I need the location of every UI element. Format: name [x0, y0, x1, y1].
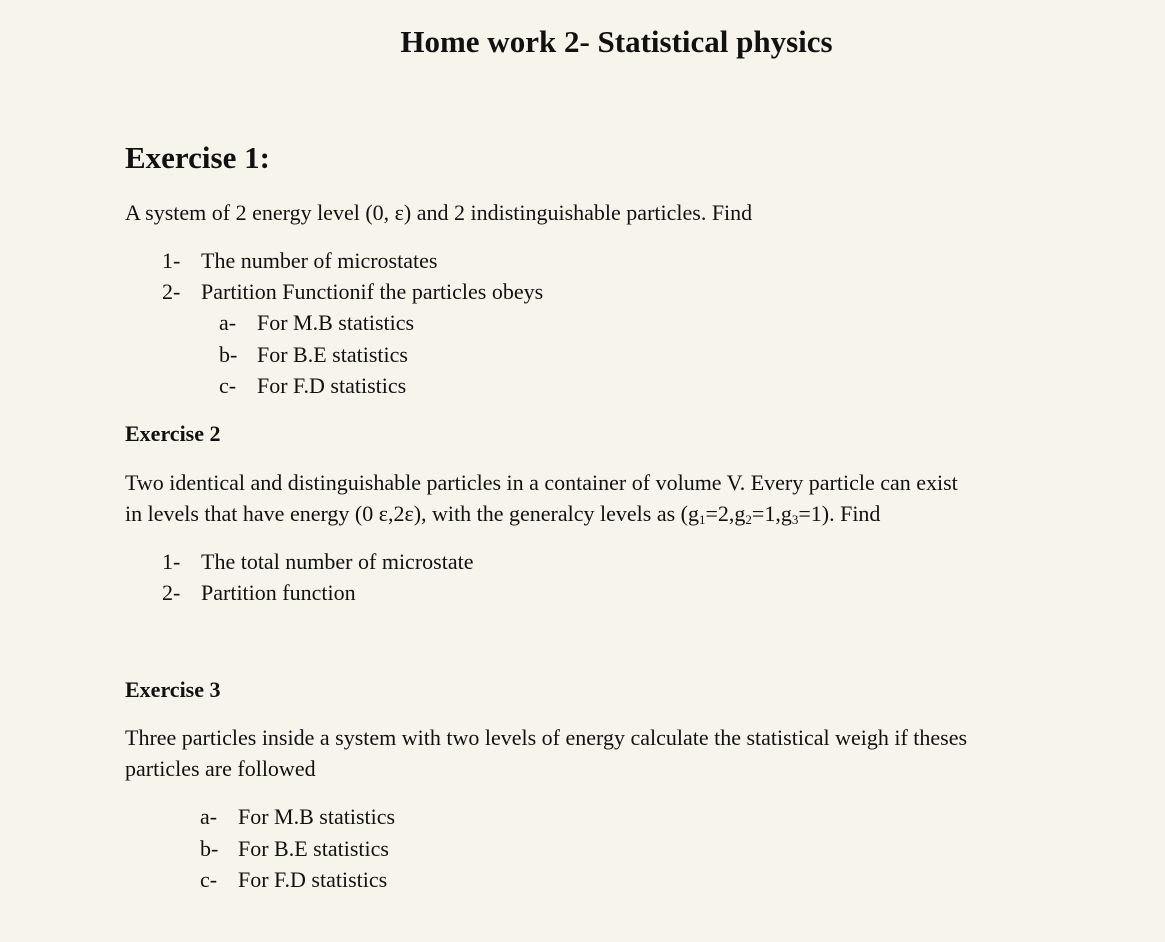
degeneracy-g1-value: =2,g: [705, 501, 746, 526]
list-number: 1-: [162, 248, 181, 273]
exercise-2-line-2: [125, 498, 1125, 535]
page-title: Home work 2- Statistical physics: [400, 24, 833, 59]
exercise-1-subitem-b: [219, 339, 408, 370]
exercise-3-subitem-a: [200, 801, 396, 832]
list-letter: c-: [219, 373, 237, 398]
exercise-3-heading: Exercise 3: [125, 677, 221, 702]
list-item-text: Partition function: [201, 580, 356, 605]
exercise-2-item-2: [162, 577, 356, 608]
exercise-3-subitem-b: [200, 833, 389, 864]
list-item-text: For F.D statistics: [257, 373, 407, 398]
list-item-text: The total number of microstate: [201, 549, 474, 574]
exercise-3-line-1: Three particles inside a system with two levels of energy calculate the statistical weigh if theses: [125, 725, 968, 750]
subscript-g1: 1: [699, 512, 706, 527]
exercise-1-subitem-a: [219, 307, 415, 338]
exercise-1-text: A system of 2 energy level (0, ε) and 2 indistinguishable particles. Find: [125, 200, 753, 225]
list-letter: b-: [219, 342, 238, 367]
exercise-1-heading: Exercise 1:: [125, 140, 270, 175]
degeneracy-g3-value: =1). Find: [798, 501, 881, 526]
list-letter: a-: [200, 804, 218, 829]
subscript-g3: 3: [791, 512, 799, 527]
list-letter: b-: [200, 836, 219, 861]
list-item-text: For M.B statistics: [238, 804, 396, 829]
list-number: 1-: [162, 549, 181, 574]
list-number: 2-: [162, 580, 181, 605]
list-letter: a-: [219, 310, 237, 335]
list-item-text: For B.E statistics: [238, 836, 389, 861]
exercise-1-item-1: [162, 245, 438, 276]
list-number: 2-: [162, 279, 181, 304]
list-item-text: For B.E statistics: [257, 342, 408, 367]
exercise-3-subitem-c: [200, 864, 388, 895]
list-item-text: For M.B statistics: [257, 310, 415, 335]
list-item-text: The number of microstates: [201, 248, 438, 273]
exercise-1-subitem-c: [219, 370, 407, 401]
exercise-2-line-2-text: in levels that have energy (0 ε,2ε), with the generalcy levels as (g: [125, 501, 699, 526]
exercise-2-item-1: [162, 546, 474, 577]
exercise-1-item-2: [162, 276, 544, 307]
exercise-2-line-1: Two identical and distinguishable particles in a container of volume V. Every particle can exist: [125, 470, 958, 495]
list-item-text: For F.D statistics: [238, 867, 388, 892]
list-item-text: Partition Functionif the particles obeys: [201, 279, 544, 304]
exercise-2-heading: Exercise 2: [125, 421, 221, 446]
list-letter: c-: [200, 867, 218, 892]
exercise-3-line-2: particles are followed: [125, 756, 316, 781]
subscript-g2: 2: [745, 512, 752, 527]
degeneracy-g2-value: =1,g: [751, 501, 792, 526]
